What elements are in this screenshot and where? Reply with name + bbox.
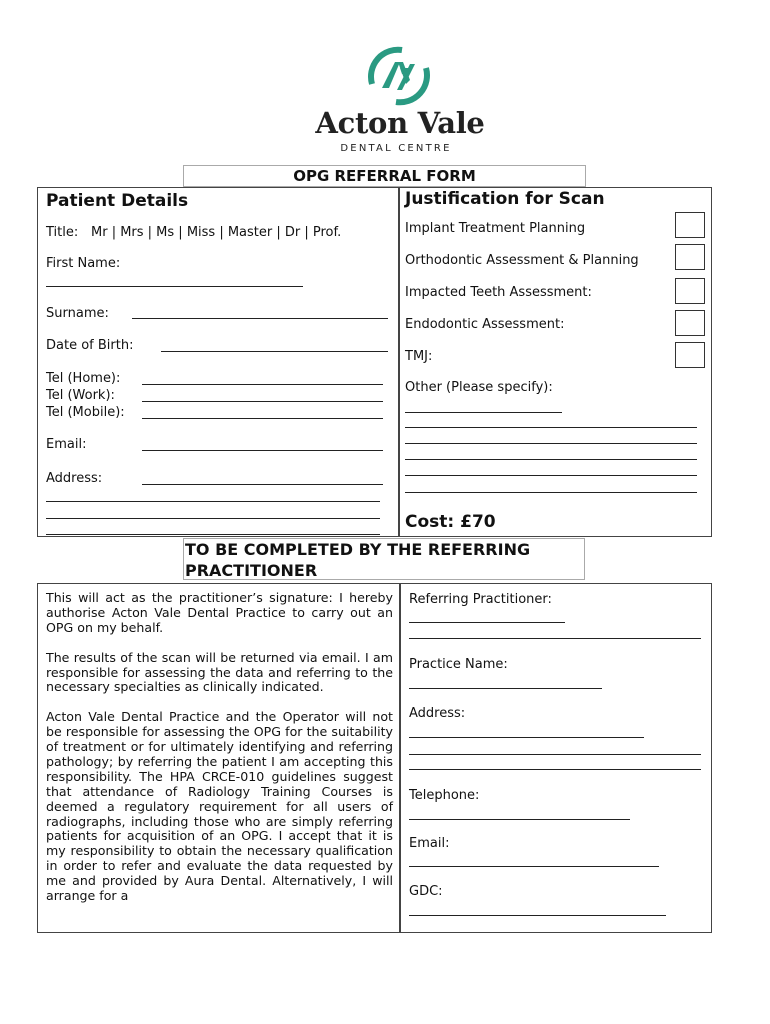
gdc-label: GDC: (409, 884, 443, 899)
tel-home-label: Tel (Home): (46, 371, 121, 386)
surname-field[interactable] (132, 318, 388, 319)
dob-label: Date of Birth: (46, 338, 134, 353)
justification-item: Impacted Teeth Assessment: (405, 285, 592, 300)
referrer-address-label: Address: (409, 706, 466, 721)
title-label: Title: (46, 225, 79, 240)
patient-details-heading: Patient Details (46, 191, 189, 211)
email-label: Email: (46, 437, 87, 452)
declaration-text (46, 591, 393, 919)
referrer-address-field-1[interactable] (409, 737, 644, 738)
justification-item: Orthodontic Assessment & Planning (405, 253, 639, 268)
tel-home-field[interactable] (142, 384, 383, 385)
referrer-email-label: Email: (409, 836, 450, 851)
endodontic-checkbox[interactable] (675, 310, 705, 336)
referring-practitioner-field-2[interactable] (409, 638, 701, 639)
referring-practitioner-label: Referring Practitioner: (409, 592, 552, 607)
declaration-paragraph: This will act as the practitioner’s signature: I hereby authorise Acton Vale Dental Practice to carry out an OPG on my behalf. (46, 590, 393, 635)
tel-work-label: Tel (Work): (46, 388, 115, 403)
acton-vale-logo-icon (362, 44, 436, 106)
tel-work-field[interactable] (142, 401, 383, 402)
justification-item: TMJ: (405, 349, 433, 364)
dob-field[interactable] (161, 351, 388, 352)
other-field-4[interactable] (405, 459, 697, 460)
address-label: Address: (46, 471, 103, 486)
justification-section (399, 187, 712, 537)
address-field-2[interactable] (46, 501, 380, 502)
first-name-field[interactable] (46, 286, 303, 287)
referrer-address-field-2[interactable] (409, 754, 701, 755)
address-field-1[interactable] (142, 484, 383, 485)
referrer-heading: TO BE COMPLETED BY THE REFERRING PRACTITIONER (183, 538, 585, 580)
practice-name-label: Practice Name: (409, 657, 508, 672)
tel-mobile-field[interactable] (142, 418, 383, 419)
title-options[interactable]: Mr | Mrs | Ms | Miss | Master | Dr | Prof. (91, 225, 342, 240)
other-field-3[interactable] (405, 443, 697, 444)
referrer-email-field[interactable] (409, 866, 659, 867)
declaration-paragraph: Acton Vale Dental Practice and the Operator will not be responsible for assessing the OPG for the suitability of treatment or for ultimately identifying and referring pathology; by referring the patient I am accepting this responsibility. The HPA CRCE-010 guidelines suggest that attendance of Radiology Training Courses is deemed a regulatory requirement for all users of radiographs, including those who are simply referring patients for acquisition of an OPG. I accept that it is my responsibility to obtain the necessary qualification in order to refer and evaluate the data requested by me and provided by Aura Dental. Alternatively, I will arrange for a (46, 709, 393, 904)
logo-name: Acton Vale (315, 106, 485, 140)
address-field-3[interactable] (46, 518, 380, 519)
telephone-field[interactable] (409, 819, 630, 820)
cost-label: Cost: £70 (405, 512, 496, 532)
tmj-checkbox[interactable] (675, 342, 705, 368)
impacted-teeth-checkbox[interactable] (675, 278, 705, 304)
orthodontic-checkbox[interactable] (675, 244, 705, 270)
logo-subtitle: DENTAL CENTRE (340, 143, 452, 154)
telephone-label: Telephone: (409, 788, 480, 803)
practice-name-field[interactable] (409, 688, 602, 689)
other-field-1[interactable] (405, 412, 562, 413)
declaration-paragraph: The results of the scan will be returned via email. I am responsible for assessing the data and referring to the necessary specialties as clinically indicated. (46, 649, 393, 695)
referrer-address-field-3[interactable] (409, 769, 701, 770)
other-field-2[interactable] (405, 427, 697, 428)
email-field[interactable] (142, 450, 383, 451)
first-name-label: First Name: (46, 256, 121, 271)
justification-heading: Justification for Scan (405, 189, 605, 209)
address-field-4[interactable] (46, 534, 380, 535)
surname-label: Surname: (46, 306, 109, 321)
referring-practitioner-field-1[interactable] (409, 622, 565, 623)
other-field-6[interactable] (405, 492, 697, 493)
other-field-5[interactable] (405, 475, 697, 476)
section-divider (399, 583, 401, 933)
tel-mobile-label: Tel (Mobile): (46, 405, 125, 420)
gdc-field[interactable] (409, 915, 666, 916)
justification-item: Endodontic Assessment: (405, 317, 565, 332)
form-title: OPG REFERRAL FORM (183, 165, 586, 187)
justification-item: Implant Treatment Planning (405, 221, 586, 236)
other-label: Other (Please specify): (405, 380, 553, 395)
implant-checkbox[interactable] (675, 212, 705, 238)
logo (300, 44, 500, 160)
